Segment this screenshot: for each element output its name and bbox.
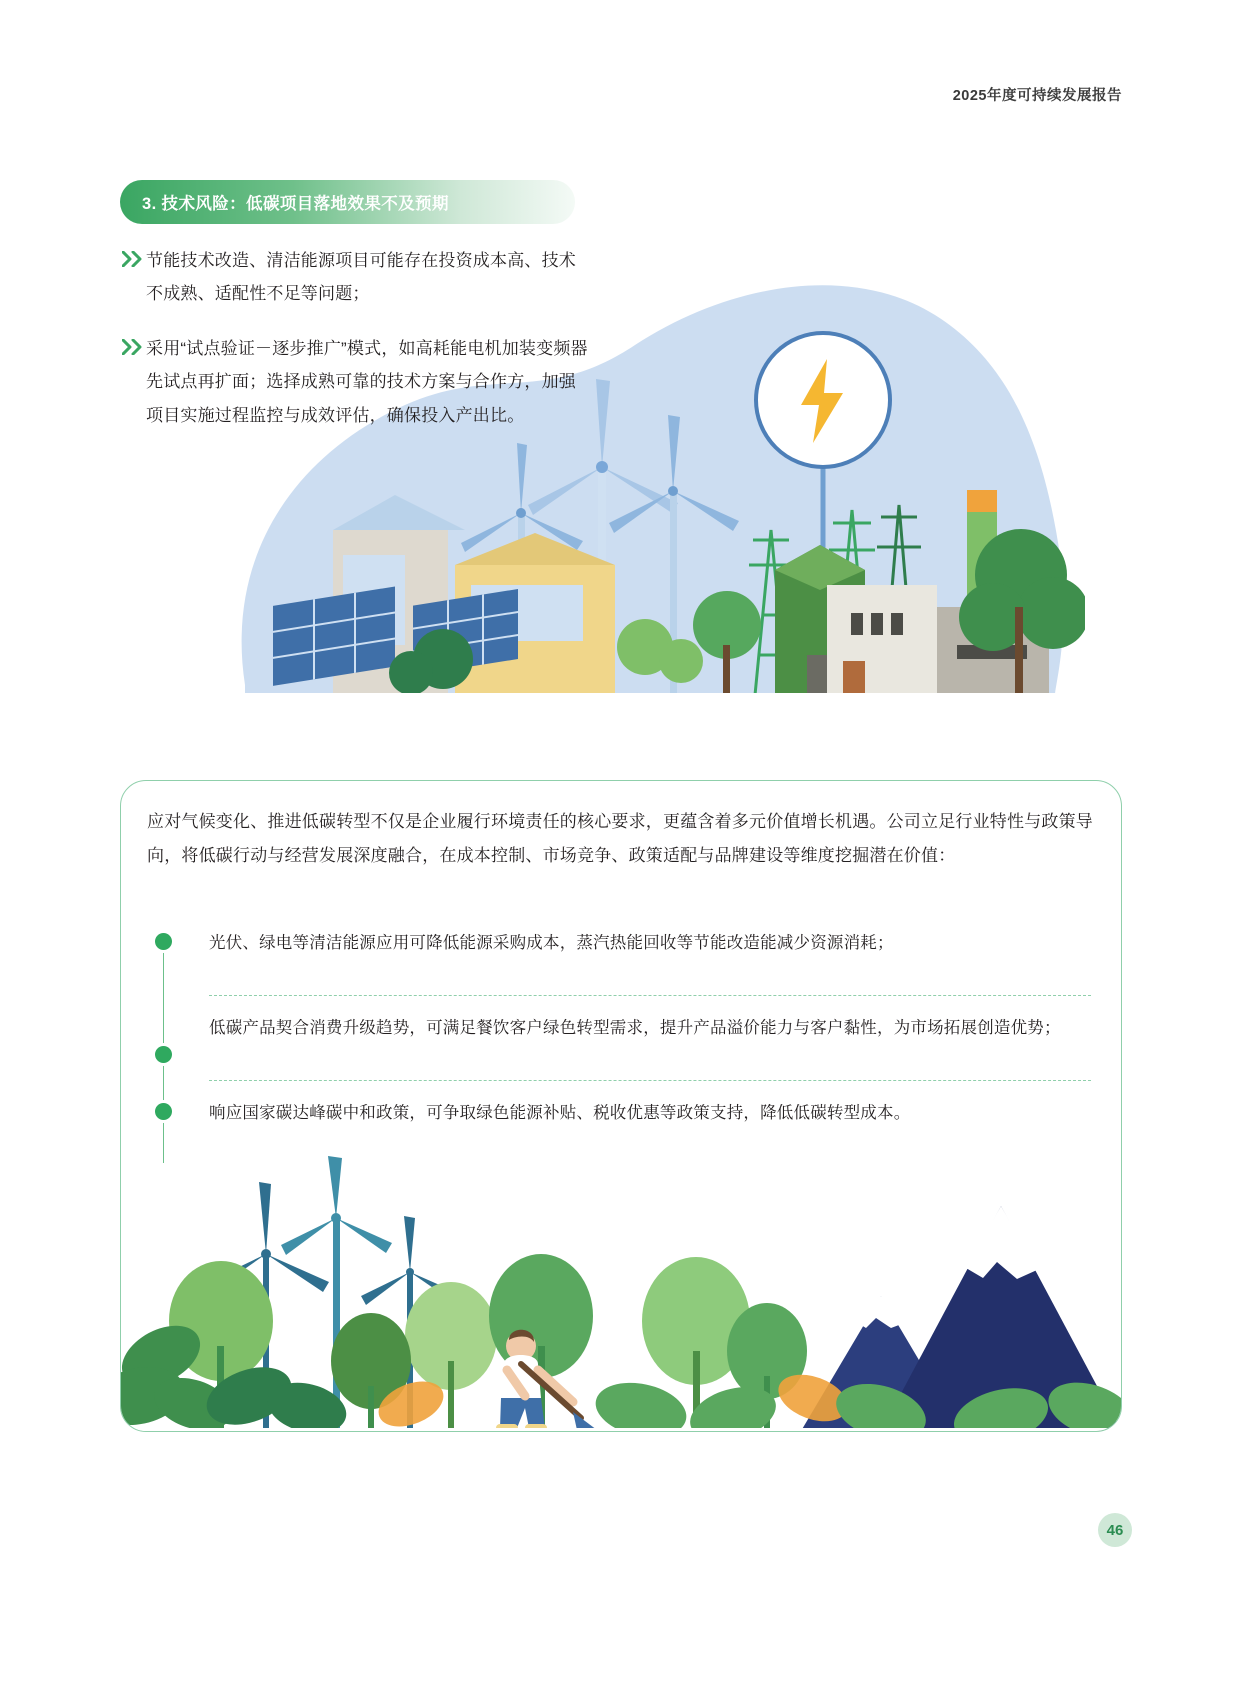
- bullet-text: 节能技术改造、清洁能源项目可能存在投资成本高、技术不成熟、适配性不足等问题；: [146, 251, 576, 304]
- double-chevron-right-icon: [122, 246, 146, 272]
- page-header: 2025年度可持续发展报告: [952, 88, 1122, 104]
- list-item: [155, 1012, 1091, 1064]
- tree-planting-illustration: [121, 1146, 1121, 1431]
- divider: [209, 995, 1091, 996]
- timeline-list: [155, 927, 1091, 1149]
- section-title-text: 3. 技术风险：低碳项目落地效果不及预期: [142, 195, 449, 213]
- bullet-list: [122, 244, 592, 454]
- value-opportunity-card: [120, 780, 1122, 1432]
- timeline-item-text: 响应国家碳达峰碳中和政策，可争取绿色能源补贴、税收优惠等政策支持，降低低碳转型成本。: [209, 1104, 911, 1122]
- section-title-pill: [120, 180, 575, 224]
- list-item: [122, 332, 592, 431]
- divider: [209, 1080, 1091, 1081]
- timeline-item-text: 低碳产品契合消费升级趋势，可满足餐饮客户绿色转型需求，提升产品溢价能力与客户黏性，为市场拓展创造优势；: [209, 1019, 1061, 1037]
- bullet-dot-icon: [155, 933, 172, 950]
- bullet-text: 采用“试点验证－逐步推广”模式，如高耗能电机加装变频器先试点再扩面；选择成熟可靠的技术方案与合作方，加强项目实施过程监控与成效评估，确保投入产出比。: [146, 339, 588, 425]
- list-item: [122, 244, 592, 310]
- list-item: [155, 1097, 1091, 1149]
- bullet-dot-icon: [155, 1103, 172, 1120]
- double-chevron-right-icon: [122, 334, 146, 360]
- bullet-dot-icon: [155, 1046, 172, 1063]
- list-item: [155, 927, 1091, 979]
- timeline-item-text: 光伏、绿电等清洁能源应用可降低能源采购成本，蒸汽热能回收等节能改造能减少资源消耗；: [209, 934, 894, 952]
- card-intro-text: 应对气候变化、推进低碳转型不仅是企业履行环境责任的核心要求，更蕴含着多元价值增长机遇。公司立足行业特性与政策导向，将低碳行动与经营发展深度融合，在成本控制、市场竞争、政策适配与品牌建设等维度挖掘潜在价值：: [147, 812, 1093, 865]
- page-number-badge: 46: [1098, 1513, 1132, 1547]
